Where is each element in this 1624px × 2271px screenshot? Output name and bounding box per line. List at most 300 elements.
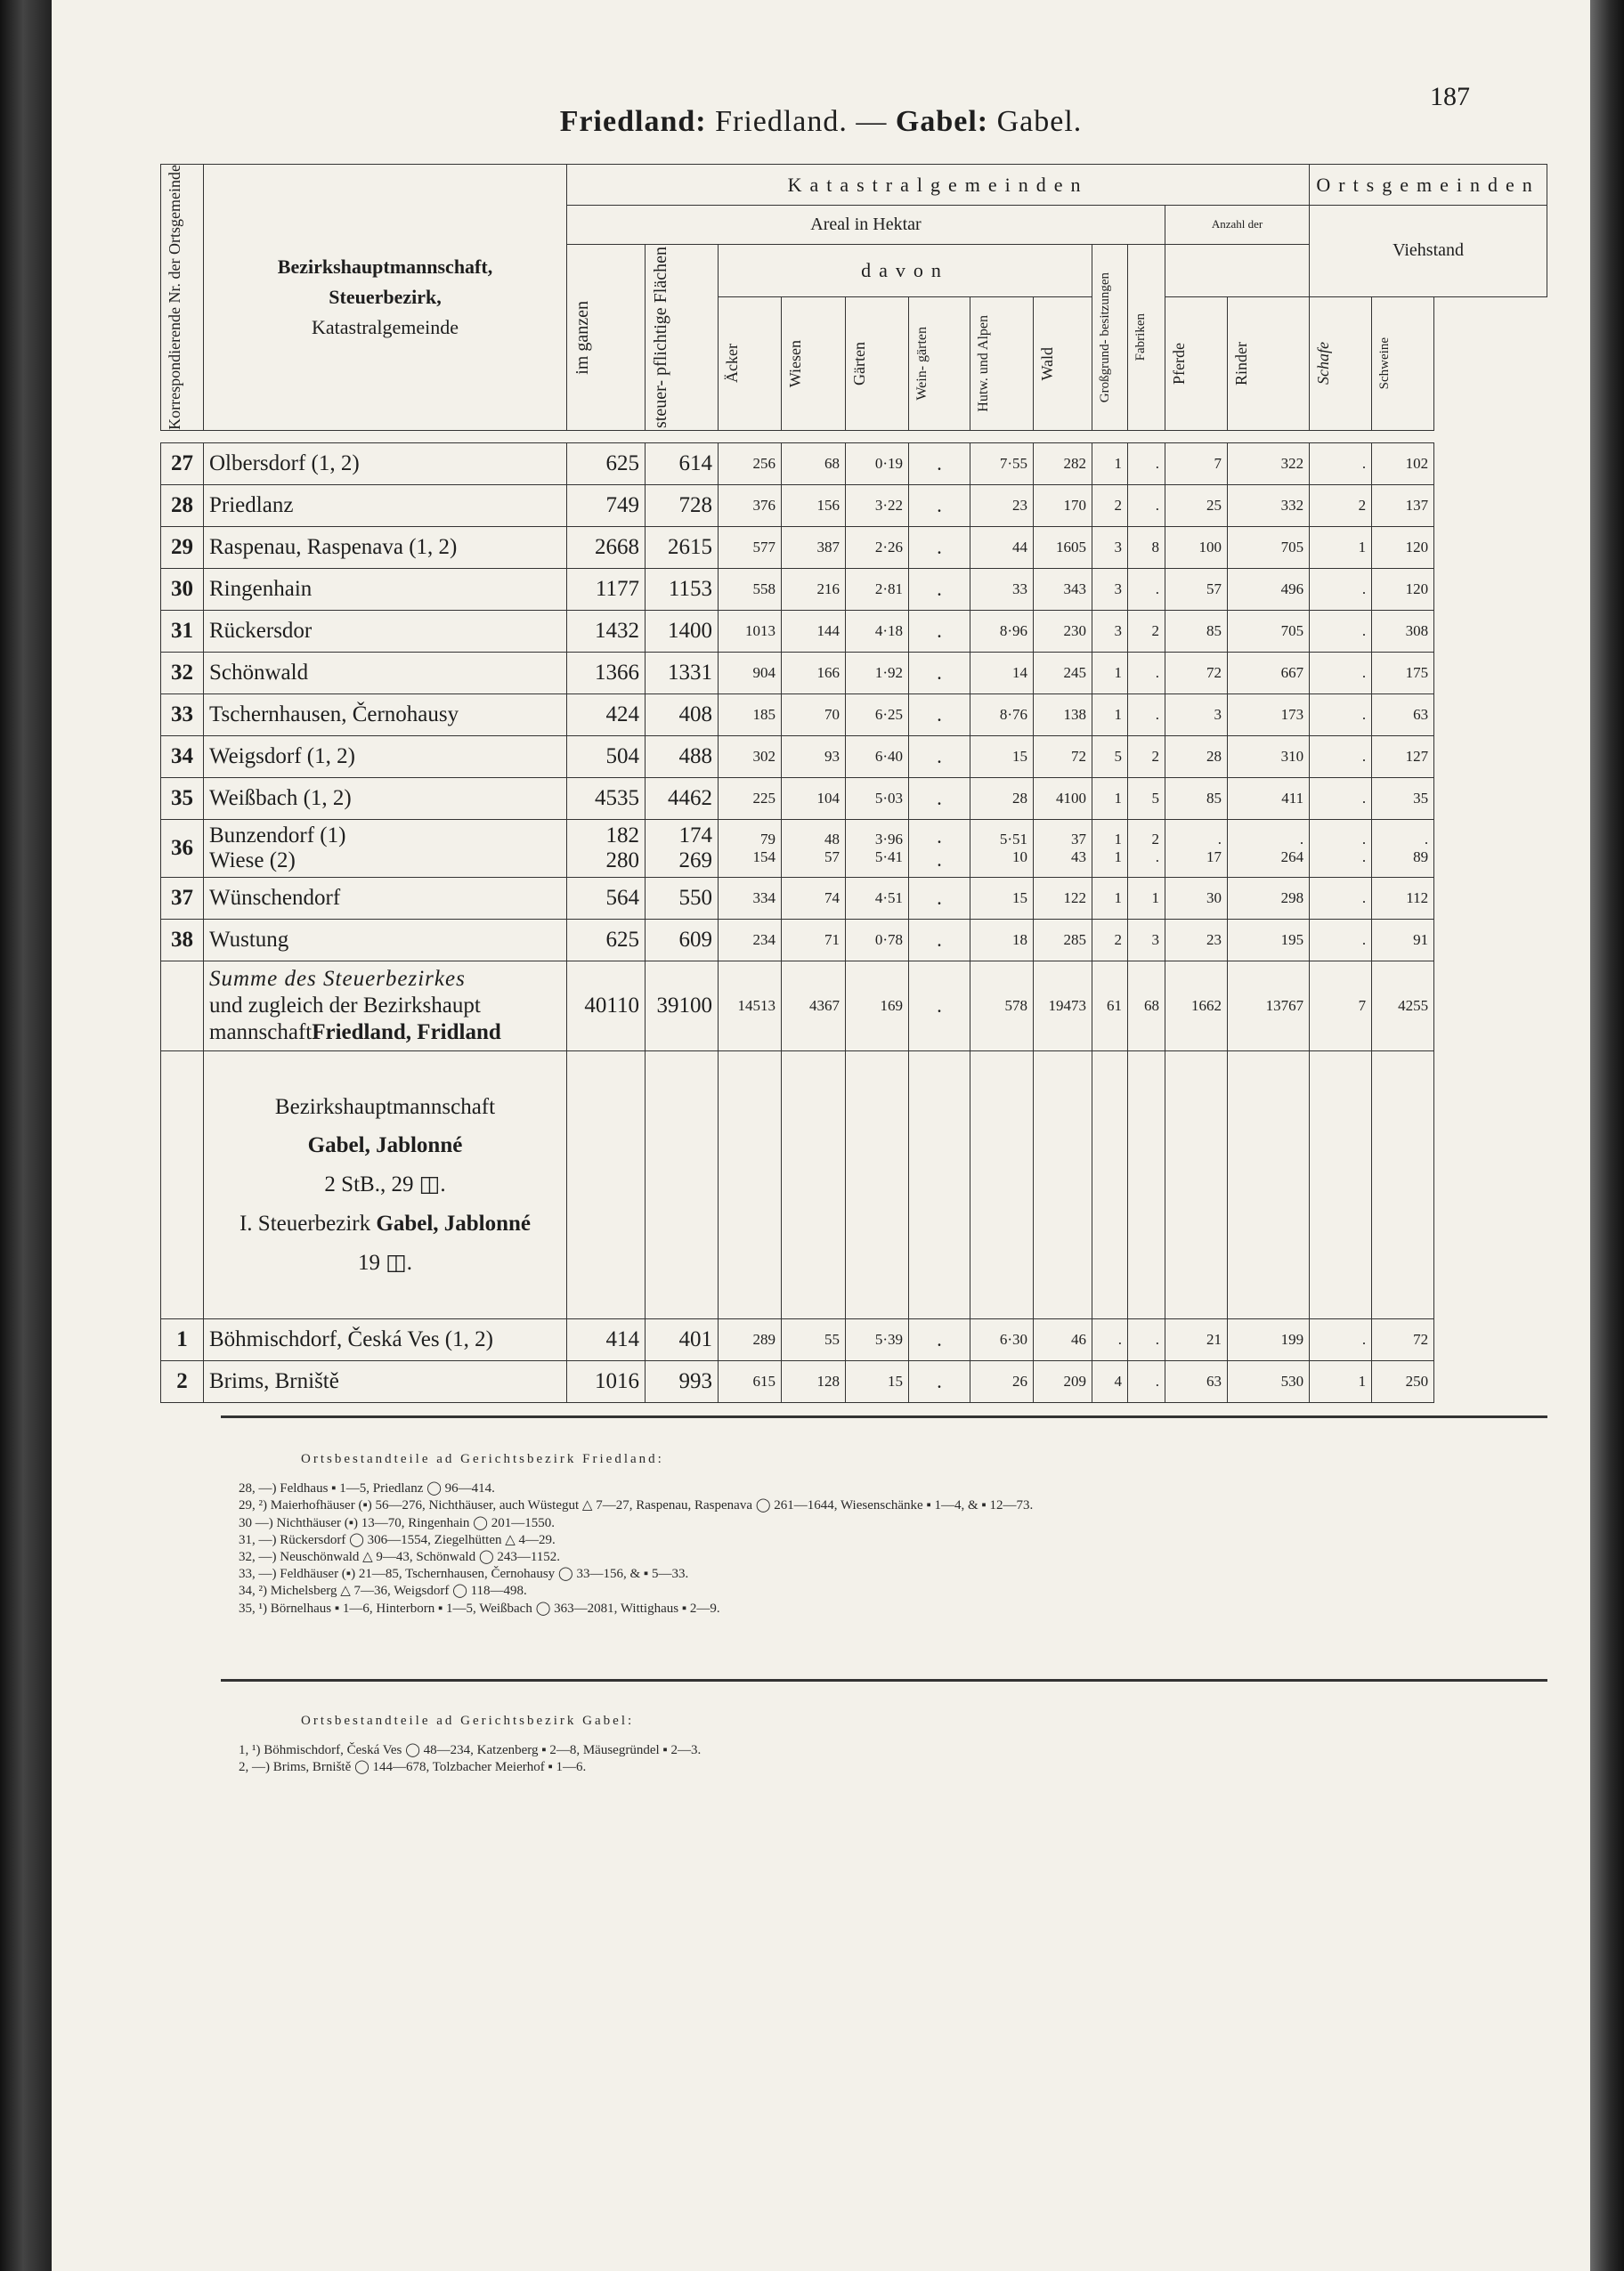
cell-schweine: 137 <box>1372 484 1434 526</box>
cell-schweine: 35 <box>1372 777 1434 819</box>
cell-gaerten: 2·81 <box>846 568 909 610</box>
cell-schafe: . <box>1310 777 1372 819</box>
table-row <box>161 484 1547 526</box>
sum-label-line-2: und zugleich der Bezirkshaupt <box>209 993 481 1018</box>
header-dash: — <box>856 105 888 138</box>
cell-gross: 4 <box>1092 1360 1128 1402</box>
cell-wiesen <box>782 819 846 877</box>
cell-wein: . <box>909 568 970 610</box>
cell-wald: 209 <box>1034 1360 1092 1402</box>
cell-aecker: 289 <box>719 1318 782 1360</box>
section-line-5: 19 ◫. <box>357 1250 413 1275</box>
cell-fab: 3 <box>1128 919 1165 961</box>
table-row <box>161 1360 1547 1402</box>
rule-2 <box>221 1679 1547 1682</box>
cell-gaerten: 4·51 <box>846 877 909 919</box>
cell-nr: 31 <box>161 610 204 652</box>
cell-fab: . <box>1128 1360 1165 1402</box>
cell-hutw: 8·96 <box>970 610 1034 652</box>
cell-wiesen: 70 <box>782 693 846 735</box>
empty-cell <box>646 1050 719 1318</box>
cell-line-2: . <box>1361 848 1367 865</box>
cell-nr <box>161 961 204 1050</box>
cell-nr: 28 <box>161 484 204 526</box>
cell-schweine: 112 <box>1372 877 1434 919</box>
cell-nr: 27 <box>161 442 204 484</box>
sum-schweine: 4255 <box>1372 961 1434 1050</box>
cell-nr: 30 <box>161 568 204 610</box>
cell-line-2: 43 <box>1071 848 1086 865</box>
cell-gross: 1 <box>1092 877 1128 919</box>
col-schweine-header: Schweine <box>1372 296 1434 430</box>
table-row <box>161 1318 1547 1360</box>
cell-aecker: 615 <box>719 1360 782 1402</box>
cell-wein <box>909 819 970 877</box>
cell-pferde: 28 <box>1165 735 1228 777</box>
cell-nr: 36 <box>161 819 204 877</box>
table-body <box>161 442 1547 1402</box>
cell-gaerten: 1·92 <box>846 652 909 693</box>
cell-line-2: . <box>1155 848 1159 865</box>
cell-hutw: 33 <box>970 568 1034 610</box>
cell-wiesen: 74 <box>782 877 846 919</box>
cell-schafe: . <box>1310 610 1372 652</box>
note-line: 29, ²) Maierhofhäuser (▪) 56—276, Nichthäuser, auch Wüstegut △ 7—27, Raspenau, Raspenava ◯ 261—1644, Wiesenschänke ▪ 1—4, & ▪ 12—73. <box>239 1498 1034 1513</box>
cell-aecker <box>719 819 782 877</box>
cell-schafe: . <box>1310 568 1372 610</box>
cell-hutw: 26 <box>970 1360 1034 1402</box>
empty-cell <box>782 1050 846 1318</box>
cell-schweine: 127 <box>1372 735 1434 777</box>
header-district-2-alt: Gabel. <box>996 105 1083 138</box>
col-fabriken-header: Fabriken <box>1128 244 1165 430</box>
page-number: 187 <box>1430 82 1470 111</box>
cell-gross: 3 <box>1092 526 1128 568</box>
cell-name: Böhmischdorf, Česká Ves (1, 2) <box>204 1318 567 1360</box>
empty-cell <box>1372 1050 1434 1318</box>
cell-gaerten: 5·39 <box>846 1318 909 1360</box>
cell-hutw: 6·30 <box>970 1318 1034 1360</box>
cell-fab: 1 <box>1128 877 1165 919</box>
cell-schweine: 72 <box>1372 1318 1434 1360</box>
cell-wein: . <box>909 526 970 568</box>
cell-schweine: 250 <box>1372 1360 1434 1402</box>
table-row <box>161 919 1547 961</box>
scan-edge-right <box>1590 0 1624 2271</box>
table-row <box>161 777 1547 819</box>
sum-gross: 61 <box>1092 961 1128 1050</box>
cell-gaerten: 0·78 <box>846 919 909 961</box>
cell-hutw: 23 <box>970 484 1034 526</box>
cell-name: Priedlanz <box>204 484 567 526</box>
cell-line-1: . <box>1299 830 1304 848</box>
cell-rinder: 530 <box>1228 1360 1310 1402</box>
note-line: 30 —) Nichthäuser (▪) 13—70, Ringenhain ◯ 201—1550. <box>239 1515 555 1530</box>
empty-cell <box>567 1050 646 1318</box>
col-gross-header: Großgrund- besitzungen <box>1092 244 1128 430</box>
cell-steuer: 550 <box>646 877 719 919</box>
note-line: 35, ¹) Börnelhaus ▪ 1—6, Hinterborn ▪ 1—5, Weißbach ◯ 363—2081, Wittighaus ▪ 2—9. <box>239 1601 720 1616</box>
section-line-4: I. Steuerbezirk Gabel, Jablonné <box>239 1211 532 1236</box>
table-row <box>161 735 1547 777</box>
table-row <box>161 568 1547 610</box>
cell-fab: . <box>1128 484 1165 526</box>
cell-wiesen: 68 <box>782 442 846 484</box>
cell-gross: . <box>1092 1318 1128 1360</box>
sum-row <box>161 961 1547 1050</box>
cell-steuer: 609 <box>646 919 719 961</box>
cell-nr: 32 <box>161 652 204 693</box>
cell-nr <box>161 1050 204 1318</box>
empty-cell <box>1034 1050 1092 1318</box>
cell-name: Weigsdorf (1, 2) <box>204 735 567 777</box>
col-aecker-header: Äcker <box>719 296 782 430</box>
col-rinder-header: Rinder <box>1228 296 1310 430</box>
cell-wein: . <box>909 693 970 735</box>
cell-schafe: . <box>1310 877 1372 919</box>
cell-schweine: 63 <box>1372 693 1434 735</box>
cell-hutw: 18 <box>970 919 1034 961</box>
cell-fab: 2 <box>1128 735 1165 777</box>
empty-cell <box>846 1050 909 1318</box>
davon-header: davon <box>719 244 1092 296</box>
cell-steuer: 1153 <box>646 568 719 610</box>
cell-line-1: . <box>1361 830 1367 848</box>
statistics-table-wrapper <box>160 164 1547 1403</box>
cell-line-1: 182 <box>605 823 639 848</box>
cell-wald: 285 <box>1034 919 1092 961</box>
cell-gaerten: 6·25 <box>846 693 909 735</box>
cell-ganzen: 1432 <box>567 610 646 652</box>
cell-pferde: 23 <box>1165 919 1228 961</box>
cell-schafe: . <box>1310 735 1372 777</box>
cell-wiesen: 144 <box>782 610 846 652</box>
cell-steuer: 1331 <box>646 652 719 693</box>
cell-pferde: 100 <box>1165 526 1228 568</box>
cell-wein: . <box>909 484 970 526</box>
cell-rinder <box>1228 819 1310 877</box>
cell-wein: . <box>909 610 970 652</box>
cell-ganzen: 625 <box>567 919 646 961</box>
cell-line-2: 264 <box>1280 848 1304 865</box>
cell-steuer: 728 <box>646 484 719 526</box>
cell-aecker: 302 <box>719 735 782 777</box>
empty-cell <box>1165 1050 1228 1318</box>
cell-wald: 230 <box>1034 610 1092 652</box>
cell-pferde: 85 <box>1165 610 1228 652</box>
cell-line-2: 5·41 <box>874 848 903 865</box>
table-row <box>161 693 1547 735</box>
cell-line-1: 2 <box>1151 830 1159 848</box>
cell-gross <box>1092 819 1128 877</box>
cell-steuer: 401 <box>646 1318 719 1360</box>
cell-gross: 2 <box>1092 919 1128 961</box>
cell-fab: 2 <box>1128 610 1165 652</box>
cell-gaerten <box>846 819 909 877</box>
cell-rinder: 310 <box>1228 735 1310 777</box>
cell-name: Wünschendorf <box>204 877 567 919</box>
col-wald-header: Wald <box>1034 296 1092 430</box>
cell-line-1: 37 <box>1071 830 1086 848</box>
cell-pferde: 3 <box>1165 693 1228 735</box>
section-line-1: Bezirkshauptmannschaft <box>274 1094 496 1119</box>
col-schafe-header: Schafe <box>1310 296 1372 430</box>
cell-line-2: 280 <box>605 848 639 872</box>
sum-steuer: 39100 <box>646 961 719 1050</box>
cell-rinder: 496 <box>1228 568 1310 610</box>
page <box>52 0 1590 2271</box>
notes-friedland-title: Ortsbestandteile ad Gerichtsbezirk Friedland: <box>301 1452 664 1466</box>
cell-name: Raspenau, Raspenava (1, 2) <box>204 526 567 568</box>
cell-rinder: 705 <box>1228 610 1310 652</box>
cell-wein: . <box>909 652 970 693</box>
ortsgemeinden-header: Ortsgemeinden <box>1310 165 1547 206</box>
sum-pferde: 1662 <box>1165 961 1228 1050</box>
anzahl-header: Anzahl der <box>1165 206 1310 245</box>
cell-name: Wustung <box>204 919 567 961</box>
cell-steuer: 4462 <box>646 777 719 819</box>
cell-schweine: 308 <box>1372 610 1434 652</box>
header-district-1-alt: Friedland. <box>715 105 848 138</box>
col-hutw-header: Hutw. und Alpen <box>970 296 1034 430</box>
cell-line-1: 5·51 <box>999 830 1027 848</box>
cell-ganzen: 424 <box>567 693 646 735</box>
cell-fab: . <box>1128 693 1165 735</box>
cell-schafe: . <box>1310 652 1372 693</box>
sum-wein: . <box>909 961 970 1050</box>
cell-name: Weißbach (1, 2) <box>204 777 567 819</box>
empty-cell <box>970 1050 1034 1318</box>
cell-pferde: 72 <box>1165 652 1228 693</box>
cell-schweine <box>1372 819 1434 877</box>
cell-line-1: 1 <box>1114 830 1122 848</box>
note-line: 33, —) Feldhäuser (▪) 21—85, Tschernhausen, Černohausy ◯ 33—156, & ▪ 5—33. <box>239 1567 689 1582</box>
cell-ganzen: 1366 <box>567 652 646 693</box>
cell-ganzen: 1177 <box>567 568 646 610</box>
cell-nr: 33 <box>161 693 204 735</box>
notes-gabel <box>239 1713 701 1777</box>
sum-label <box>204 961 567 1050</box>
cell-line-1: 174 <box>678 823 712 848</box>
cell-fab: . <box>1128 652 1165 693</box>
cell-pferde: 21 <box>1165 1318 1228 1360</box>
rule-1 <box>221 1415 1547 1418</box>
cell-schafe: . <box>1310 919 1372 961</box>
cell-pferde: 30 <box>1165 877 1228 919</box>
cell-fab: 8 <box>1128 526 1165 568</box>
table-row <box>161 819 1547 877</box>
cell-steuer <box>646 819 719 877</box>
table-row <box>161 877 1547 919</box>
cell-fab: . <box>1128 1318 1165 1360</box>
cell-nr: 35 <box>161 777 204 819</box>
cell-line-2: . <box>937 848 942 871</box>
sum-wald: 19473 <box>1034 961 1092 1050</box>
cell-ganzen: 564 <box>567 877 646 919</box>
notes-friedland <box>239 1451 1033 1618</box>
col-steuer-header: steuer- pflichtige Flächen <box>646 244 719 430</box>
empty-cell <box>1310 1050 1372 1318</box>
cell-line-2: 17 <box>1206 848 1222 865</box>
cell-ganzen <box>567 819 646 877</box>
cell-schweine: 102 <box>1372 442 1434 484</box>
cell-steuer: 1400 <box>646 610 719 652</box>
cell-steuer: 2615 <box>646 526 719 568</box>
cell-schafe: . <box>1310 442 1372 484</box>
cell-ganzen: 2668 <box>567 526 646 568</box>
empty-cell <box>1228 1050 1310 1318</box>
cell-wiesen: 71 <box>782 919 846 961</box>
cell-aecker: 234 <box>719 919 782 961</box>
cell-name: Schönwald <box>204 652 567 693</box>
cell-aecker: 225 <box>719 777 782 819</box>
cell-nr: 34 <box>161 735 204 777</box>
col-wiesen-header: Wiesen <box>782 296 846 430</box>
cell-wiesen: 55 <box>782 1318 846 1360</box>
cell-wein: . <box>909 877 970 919</box>
cell-rinder: 322 <box>1228 442 1310 484</box>
cell-wein: . <box>909 919 970 961</box>
section-line-2: Gabel, Jablonné <box>307 1133 463 1158</box>
cell-gaerten: 0·19 <box>846 442 909 484</box>
cell-name: Tschernhausen, Černohausy <box>204 693 567 735</box>
cell-hutw: 15 <box>970 735 1034 777</box>
viehstand-header: Viehstand <box>1310 206 1547 297</box>
table-row <box>161 526 1547 568</box>
cell-name: Ringenhain <box>204 568 567 610</box>
col-name-header: Bezirkshauptmannschaft, Steuerbezirk, Katastralgemeinde <box>204 165 567 431</box>
cell-steuer: 408 <box>646 693 719 735</box>
cell-name <box>204 819 567 877</box>
cell-line-2: 1 <box>1114 848 1122 865</box>
col-pferde-header: Pferde <box>1165 296 1228 430</box>
cell-line-1: . <box>1424 830 1429 848</box>
cell-line-1: . <box>937 824 942 848</box>
cell-schweine: 120 <box>1372 526 1434 568</box>
cell-pferde: 25 <box>1165 484 1228 526</box>
sum-rinder: 13767 <box>1228 961 1310 1050</box>
cell-name: Rückersdor <box>204 610 567 652</box>
cell-nr: 29 <box>161 526 204 568</box>
cell-wald: 122 <box>1034 877 1092 919</box>
cell-aecker: 904 <box>719 652 782 693</box>
cell-nr: 37 <box>161 877 204 919</box>
empty-cell <box>719 1050 782 1318</box>
cell-rinder: 199 <box>1228 1318 1310 1360</box>
cell-gaerten: 2·26 <box>846 526 909 568</box>
cell-ganzen: 414 <box>567 1318 646 1360</box>
cell-steuer: 993 <box>646 1360 719 1402</box>
cell-gross: 5 <box>1092 735 1128 777</box>
cell-gaerten: 3·22 <box>846 484 909 526</box>
cell-pferde: 7 <box>1165 442 1228 484</box>
statistics-table <box>160 164 1547 1403</box>
cell-schafe: 2 <box>1310 484 1372 526</box>
areal-header: Areal in Hektar <box>567 206 1165 245</box>
cell-schafe: . <box>1310 1318 1372 1360</box>
empty-cell <box>1128 1050 1165 1318</box>
cell-wein: . <box>909 735 970 777</box>
cell-aecker: 185 <box>719 693 782 735</box>
cell-hutw: 15 <box>970 877 1034 919</box>
cell-gross: 1 <box>1092 442 1128 484</box>
cell-wald: 138 <box>1034 693 1092 735</box>
cell-wald: 1605 <box>1034 526 1092 568</box>
cell-rinder: 411 <box>1228 777 1310 819</box>
cell-gross: 3 <box>1092 568 1128 610</box>
cell-gross: 1 <box>1092 777 1128 819</box>
cell-pferde: 85 <box>1165 777 1228 819</box>
cell-schafe: 1 <box>1310 1360 1372 1402</box>
sum-aecker: 14513 <box>719 961 782 1050</box>
cell-pferde <box>1165 819 1228 877</box>
note-line: 34, ²) Michelsberg △ 7—36, Weigsdorf ◯ 118—498. <box>239 1584 527 1599</box>
cell-line-1: 3·96 <box>874 830 903 848</box>
katastral-header: Katastralgemeinden <box>567 165 1310 206</box>
cell-wiesen: 104 <box>782 777 846 819</box>
note-line: 31, —) Rückersdorf ◯ 306—1554, Ziegelhütten △ 4—29. <box>239 1532 556 1547</box>
cell-line-1: 48 <box>824 830 840 848</box>
cell-aecker: 577 <box>719 526 782 568</box>
note-line: 2, —) Brims, Brniště ◯ 144—678, Tolzbacher Meierhof ▪ 1—6. <box>239 1760 587 1775</box>
cell-hutw: 7·55 <box>970 442 1034 484</box>
cell-line-2: 10 <box>1012 848 1027 865</box>
cell-wiesen: 387 <box>782 526 846 568</box>
cell-line-2: 89 <box>1413 848 1429 865</box>
sum-gaerten: 169 <box>846 961 909 1050</box>
cell-hutw: 14 <box>970 652 1034 693</box>
cell-wald: 72 <box>1034 735 1092 777</box>
sum-ganzen: 40110 <box>567 961 646 1050</box>
cell-line-2: 269 <box>678 848 712 872</box>
cell-wald: 4100 <box>1034 777 1092 819</box>
cell-wald: 245 <box>1034 652 1092 693</box>
sum-schafe: 7 <box>1310 961 1372 1050</box>
empty-cell <box>909 1050 970 1318</box>
cell-schweine: 91 <box>1372 919 1434 961</box>
cell-line-2: 57 <box>824 848 840 865</box>
cell-hutw <box>970 819 1034 877</box>
cell-wiesen: 166 <box>782 652 846 693</box>
table-row <box>161 652 1547 693</box>
cell-line-2: Wiese (2) <box>209 848 296 872</box>
cell-gross: 1 <box>1092 652 1128 693</box>
cell-aecker: 256 <box>719 442 782 484</box>
cell-pferde: 57 <box>1165 568 1228 610</box>
cell-rinder: 173 <box>1228 693 1310 735</box>
cell-rinder: 298 <box>1228 877 1310 919</box>
sum-fab: 68 <box>1128 961 1165 1050</box>
cell-line-1: . <box>1217 830 1222 848</box>
section-row <box>161 1050 1547 1318</box>
cell-line-1: Bunzendorf (1) <box>209 823 346 848</box>
cell-wein: . <box>909 1318 970 1360</box>
note-line: 28, —) Feldhaus ▪ 1—5, Priedlanz ◯ 96—414. <box>239 1481 495 1496</box>
cell-gaerten: 6·40 <box>846 735 909 777</box>
cell-hutw: 44 <box>970 526 1034 568</box>
cell-ganzen: 4535 <box>567 777 646 819</box>
cell-ganzen: 1016 <box>567 1360 646 1402</box>
cell-wein: . <box>909 777 970 819</box>
cell-wiesen: 128 <box>782 1360 846 1402</box>
section-block <box>204 1050 567 1318</box>
sum-hutw: 578 <box>970 961 1034 1050</box>
header-district-2: Gabel: <box>895 105 989 138</box>
cell-schweine: 175 <box>1372 652 1434 693</box>
cell-wiesen: 93 <box>782 735 846 777</box>
cell-hutw: 28 <box>970 777 1034 819</box>
cell-aecker: 1013 <box>719 610 782 652</box>
